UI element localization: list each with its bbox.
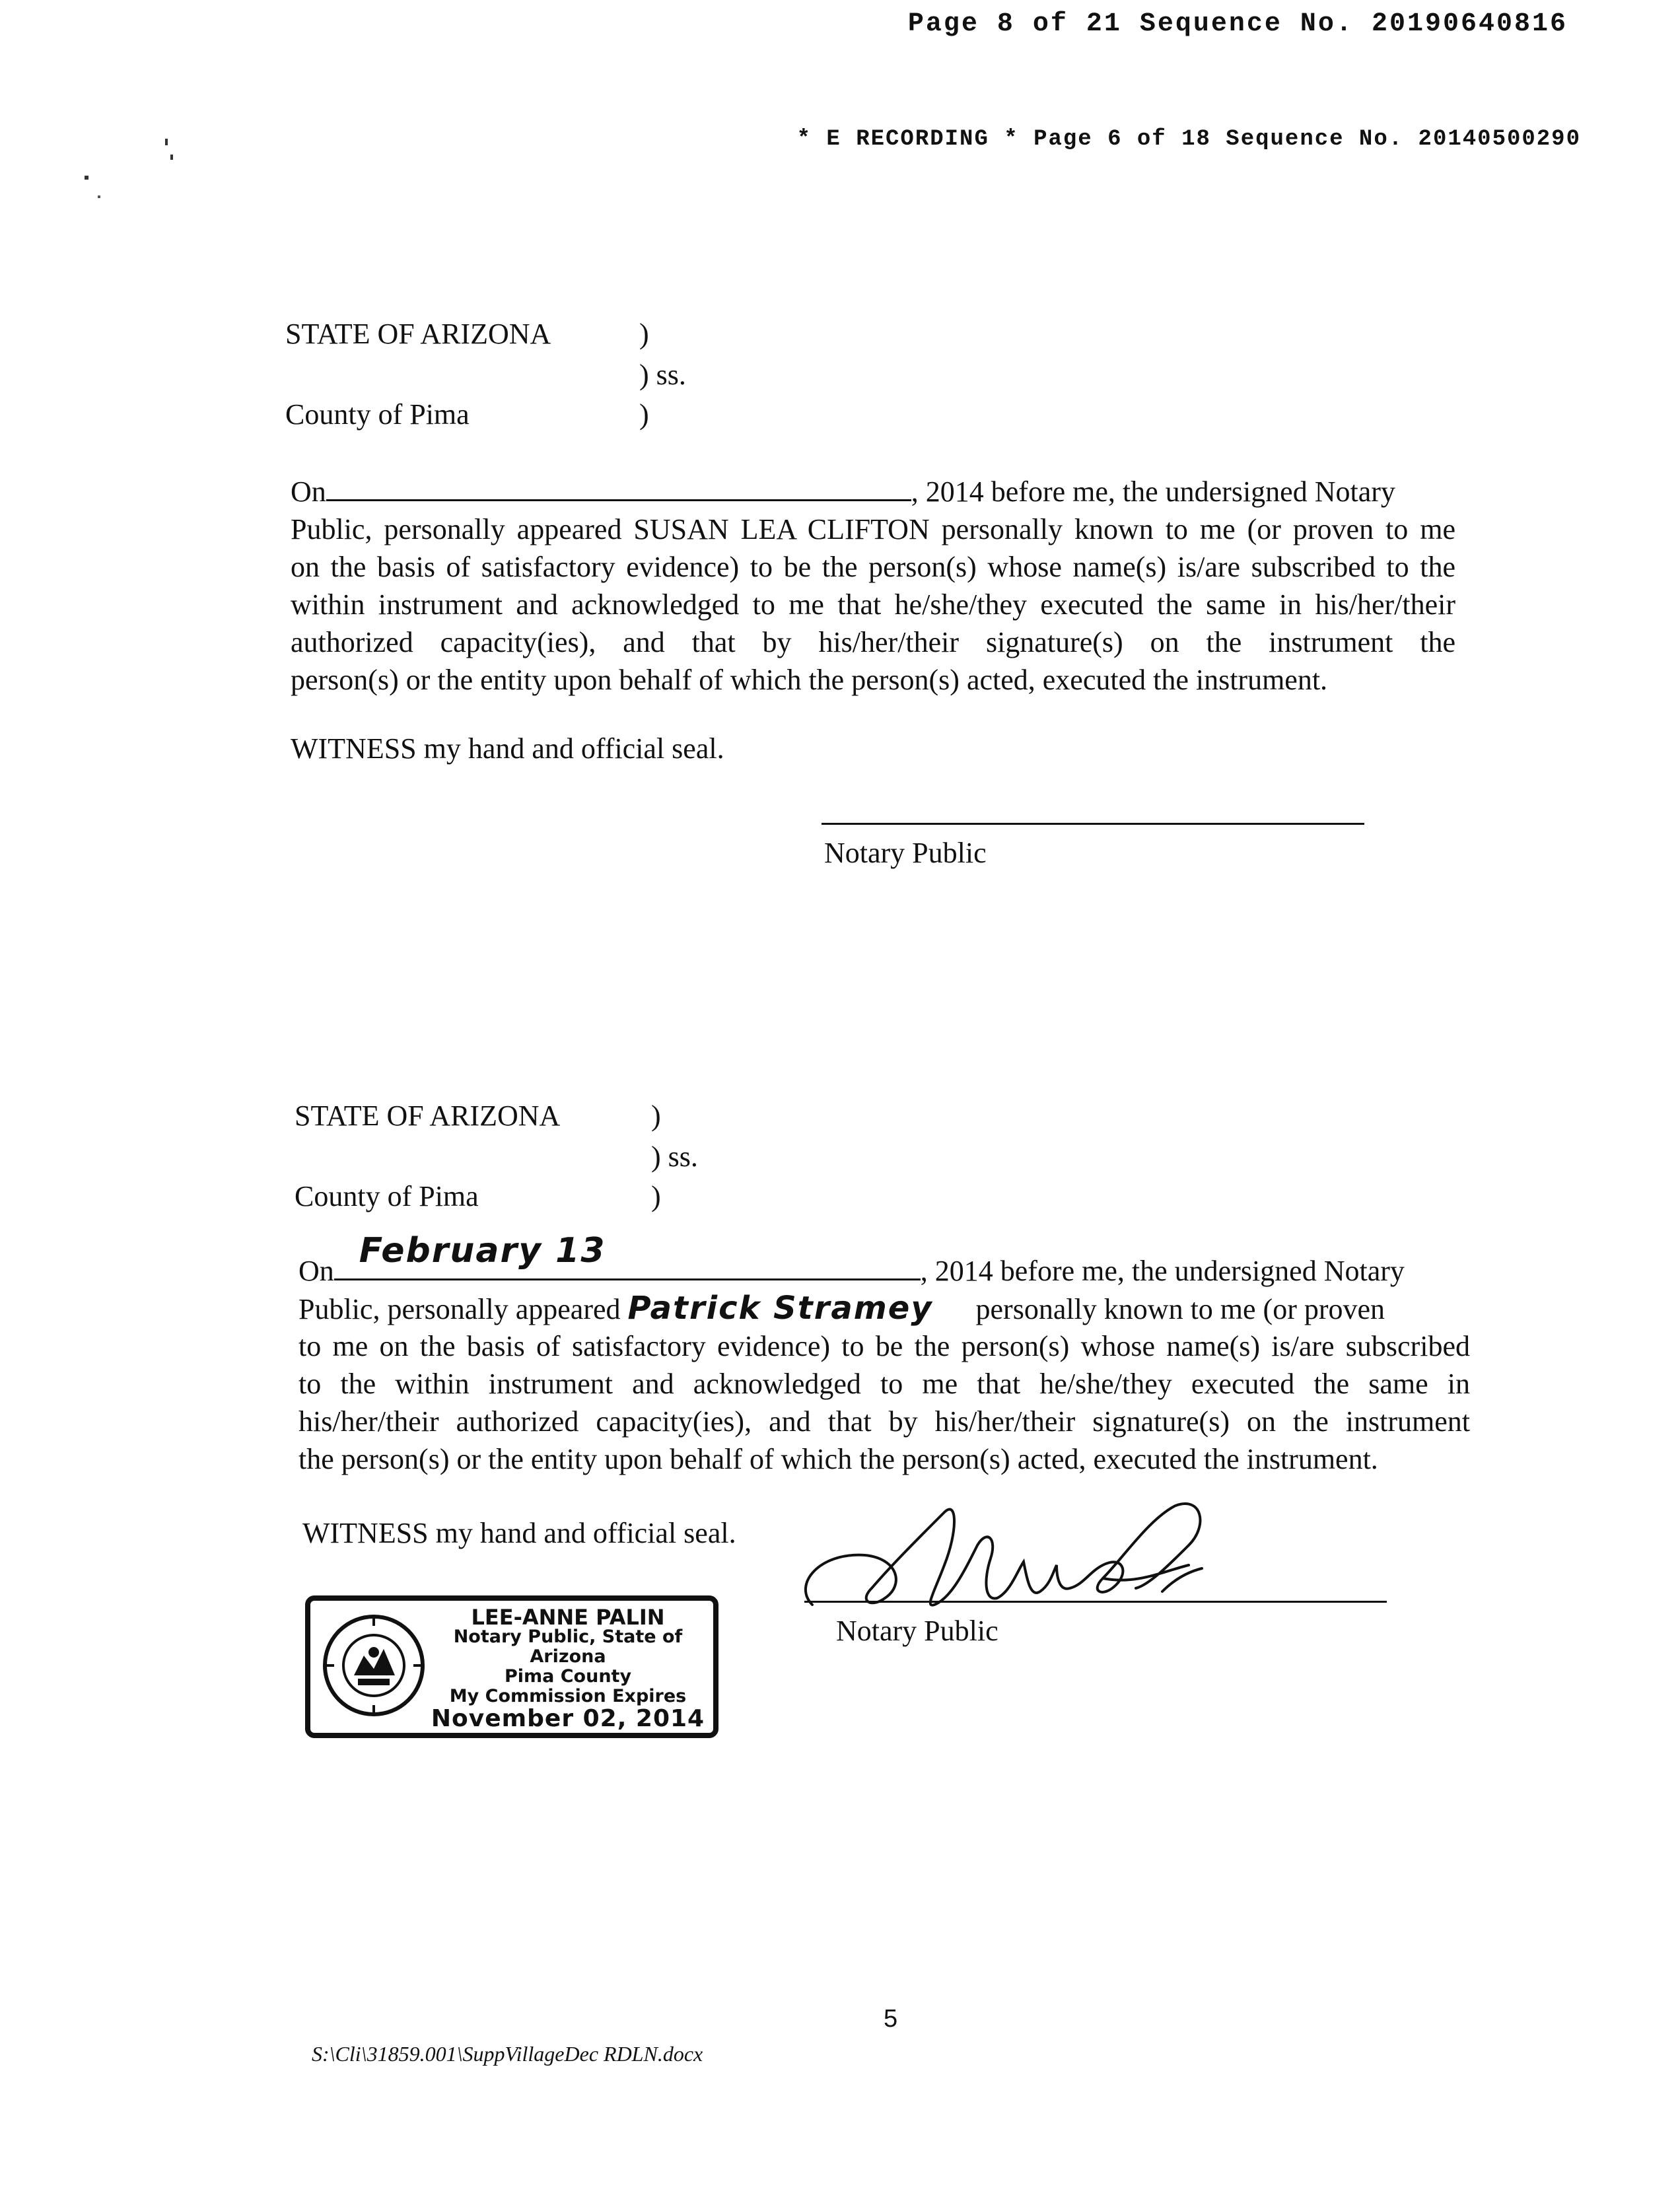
paragraph-1-text-1: , 2014 before me, the undersigned Notary (911, 475, 1395, 508)
paren-1a: ) (639, 318, 649, 350)
paragraph-2-line-4: to the within instrument and acknowledged to me that he/she/they executed the same in (298, 1368, 1470, 1400)
county-label-1: County of Pima (285, 398, 470, 431)
paragraph-2-line-1 (298, 1231, 1470, 1290)
ss-label-1: ) ss. (639, 359, 686, 391)
signature-line-1 (822, 823, 1364, 825)
paragraph-1-line-2: Public, personally appeared SUSAN LEA CLIFTON personally known to me (or proven to me (291, 513, 1455, 545)
paragraph-2-line-2 (298, 1290, 1470, 1327)
scan-speck (85, 176, 88, 180)
notary-paragraph-2 (298, 1231, 1470, 1478)
handwritten-name: Patrick Stramey (627, 1290, 933, 1327)
notary-paragraph-1 (291, 473, 1455, 699)
notary-stamp (305, 1595, 718, 1738)
paragraph-2-text-1: , 2014 before me, the undersigned Notary (920, 1255, 1405, 1287)
paragraph-1-line-5: authorized capacity(ies), and that by his/her/their signature(s) on the instrument the (291, 626, 1455, 658)
date-blank-1 (326, 473, 911, 501)
paren-1c: ) (639, 398, 649, 431)
file-path-footer: S:\Cli\31859.001\SuppVillageDec RDLN.docx (312, 2042, 703, 2066)
paragraph-1-line-1 (291, 473, 1455, 510)
paragraph-1-line-3: on the basis of satisfactory evidence) to be the person(s) whose name(s) is/are subscribed to the (291, 551, 1455, 583)
paren-2c: ) (651, 1180, 661, 1212)
scan-speck (170, 155, 173, 160)
sequence-header: Page 8 of 21 Sequence No. 20190640816 (907, 9, 1568, 39)
date-blank-2 (334, 1231, 921, 1280)
stamp-expires-label: My Commission Expires (449, 1686, 687, 1706)
notary-public-label-1: Notary Public (824, 837, 987, 869)
stamp-edge-mark (305, 1631, 309, 1671)
state-seal-icon (321, 1613, 427, 1718)
stamp-county: Pima County (504, 1666, 632, 1687)
scan-speck (165, 139, 168, 145)
ss-label-2: ) ss. (651, 1140, 698, 1173)
handwritten-date: February 13 (359, 1231, 606, 1271)
on-label-1: On (291, 475, 326, 508)
stamp-notary-name: LEE-ANNE PALIN (471, 1605, 665, 1630)
stamp-expires-date: November 02, 2014 (431, 1705, 705, 1732)
paragraph-2-line-6: the person(s) or the entity upon behalf of which the person(s) acted, executed the instrument. (298, 1443, 1378, 1475)
stamp-text-block (429, 1607, 707, 1732)
page-number: 5 (884, 2005, 898, 2033)
on-label-2: On (298, 1255, 334, 1287)
paragraph-1-line-4: within instrument and acknowledged to me that he/she/they executed the same in his/her/their (291, 588, 1455, 621)
state-label-2: STATE OF ARIZONA (295, 1100, 561, 1132)
scan-speck (98, 195, 100, 198)
signature-line-2 (804, 1601, 1387, 1603)
stamp-notary-title: Notary Public, State of Arizona (453, 1627, 683, 1667)
paragraph-2-line-3: to me on the basis of satisfactory evidence) to be the person(s) whose name(s) is/are subscribed (298, 1330, 1470, 1362)
recording-header: * E RECORDING * Page 6 of 18 Sequence No. 20140500290 (796, 127, 1581, 152)
notary-public-label-2: Notary Public (836, 1615, 998, 1647)
paragraph-1-line-6: person(s) or the entity upon behalf of which the person(s) acted, executed the instrument. (291, 664, 1328, 696)
paragraph-2-line-5: his/her/their authorized capacity(ies), and that by his/her/their signature(s) on the instrument (298, 1405, 1470, 1438)
signature-stroke (806, 1504, 1202, 1605)
county-label-2: County of Pima (295, 1180, 479, 1212)
paragraph-2-text-2a: Public, personally appeared (298, 1293, 621, 1325)
witness-line-1: WITNESS my hand and official seal. (291, 732, 724, 765)
paren-2a: ) (651, 1100, 661, 1132)
witness-line-2: WITNESS my hand and official seal. (302, 1517, 736, 1549)
state-label-1: STATE OF ARIZONA (285, 318, 551, 350)
paragraph-2-text-2b: personally known to me (or proven (975, 1293, 1385, 1325)
